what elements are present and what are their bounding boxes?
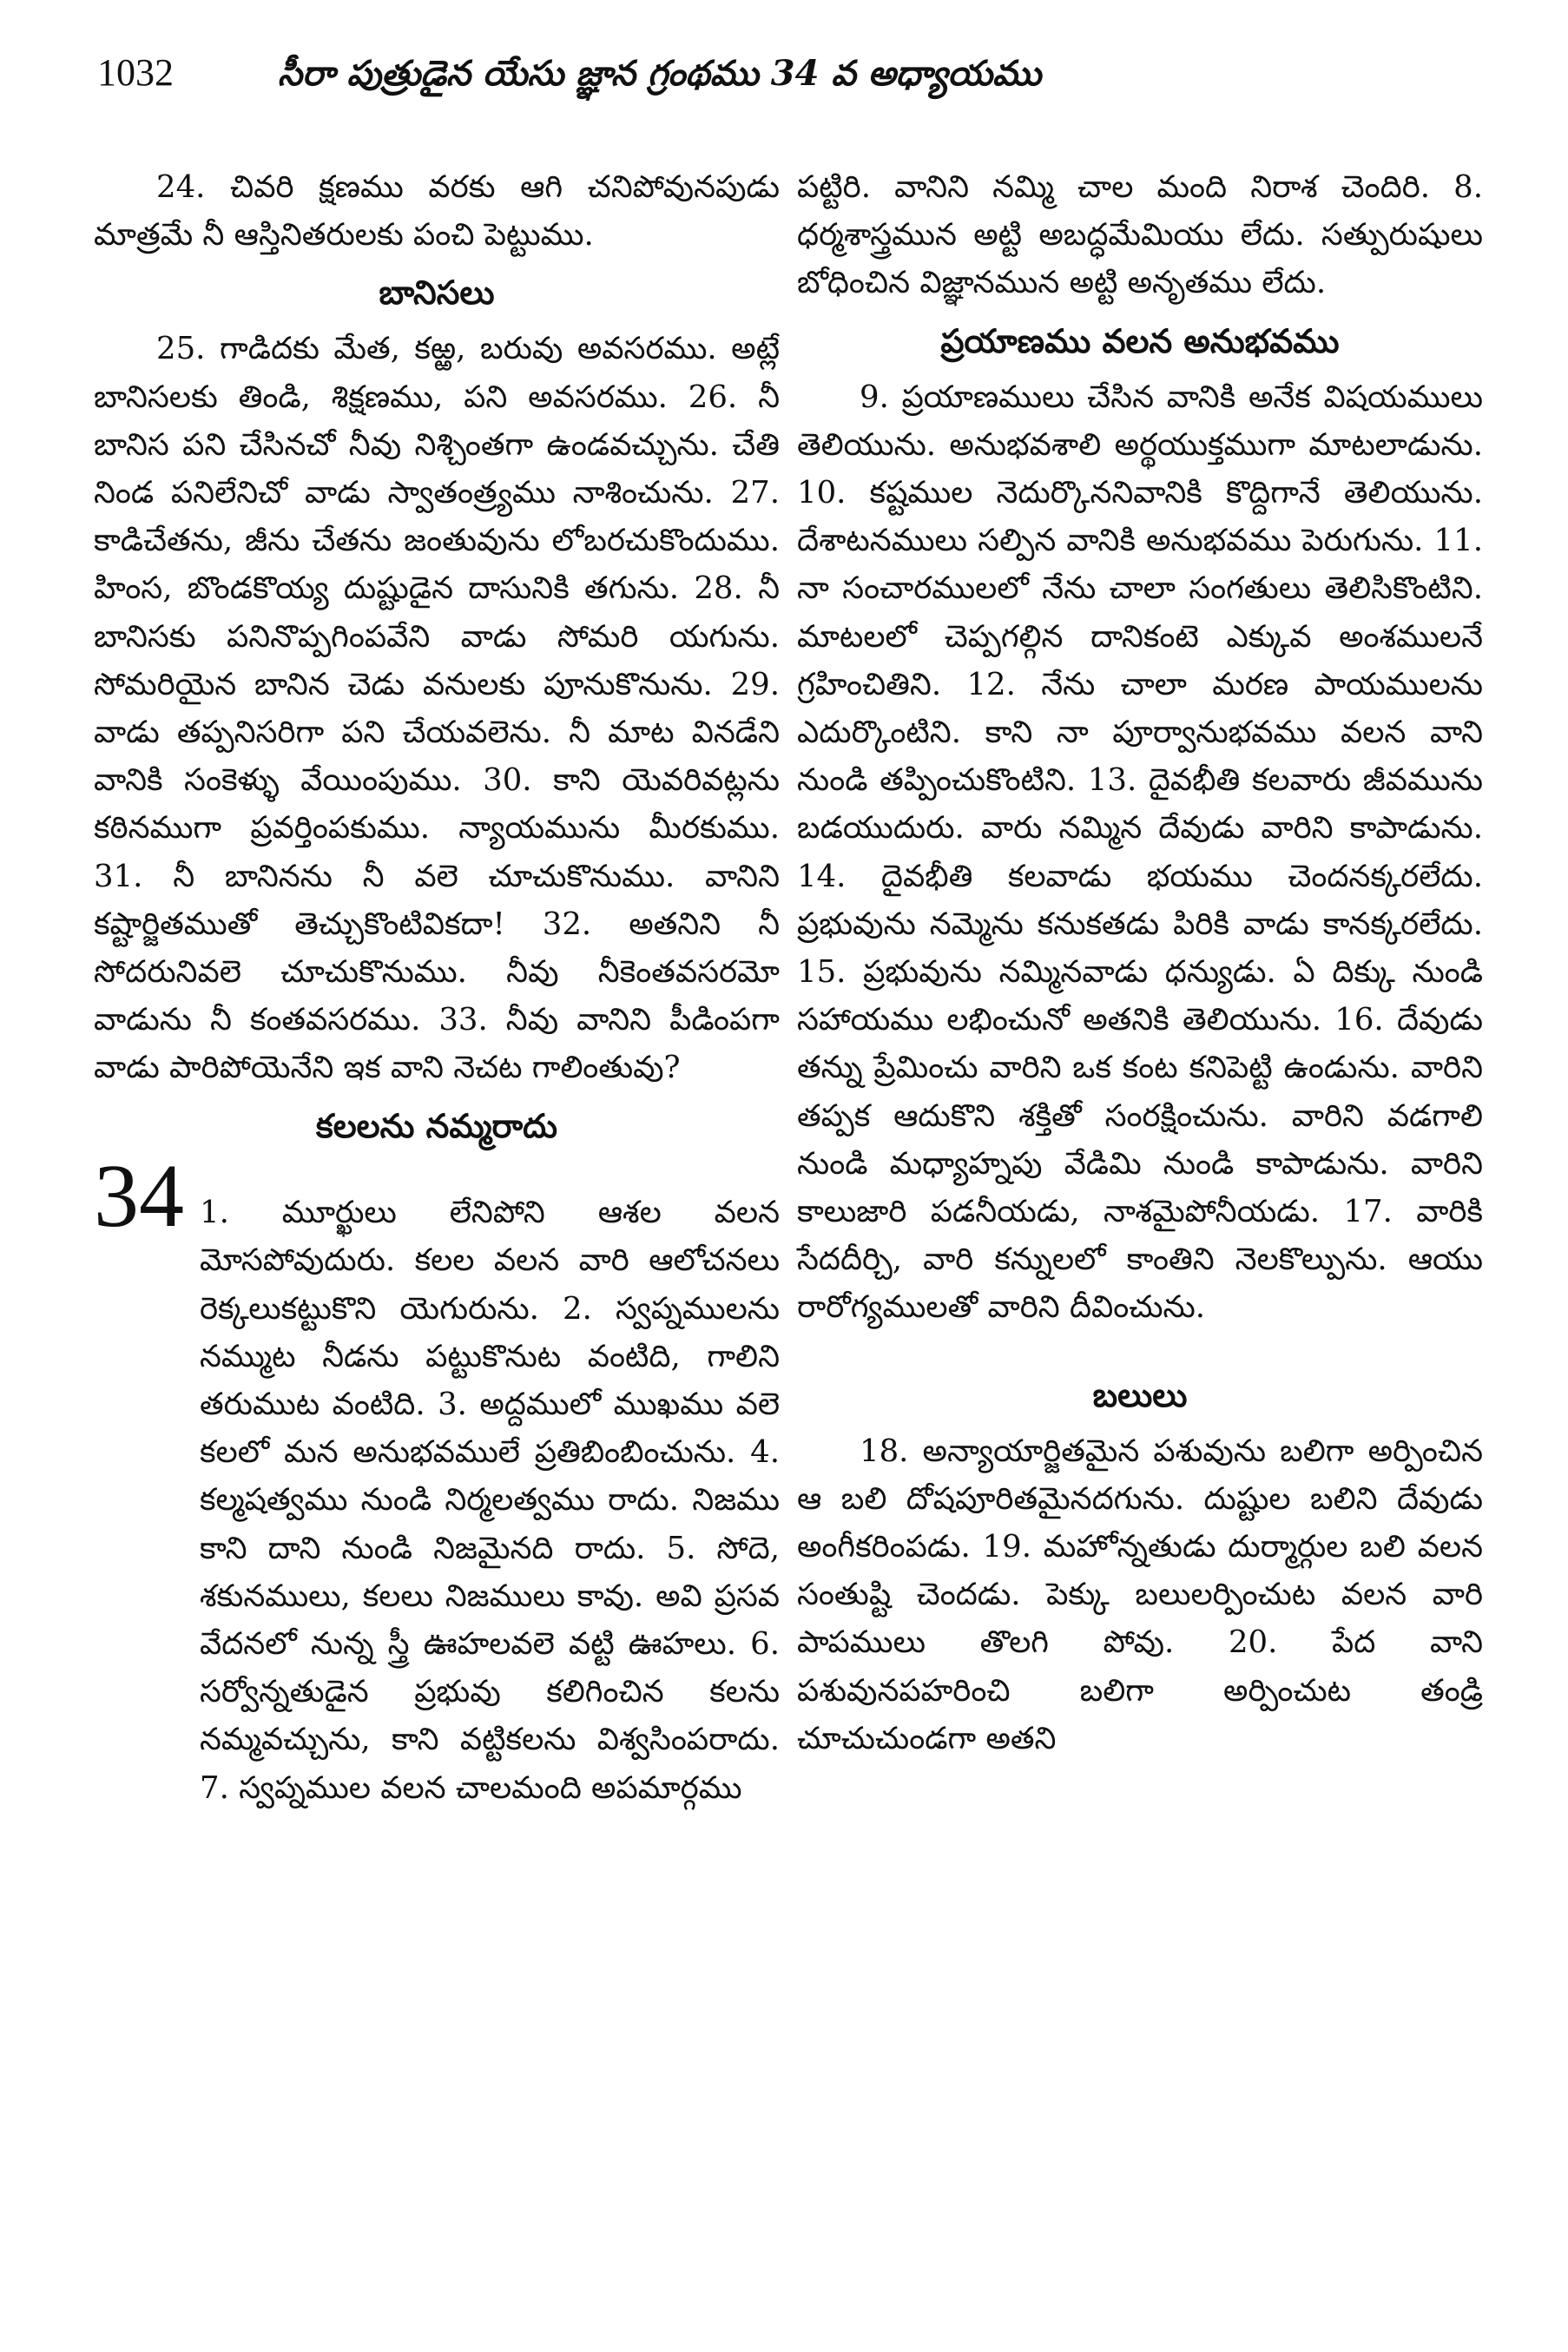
verse-paragraph: 24. చివరి క్షణము వరకు ఆగి చనిపోవునపుడు మాత్రమే నీ ఆస్తినితరులకు పంచి పెట్టుము. [94,169,780,254]
verse-paragraph: 9. ప్రయాణములు చేసిన వానికి అనేక విషయములు తెలియును. అనుభవశాలి అర్థయుక్తముగా మాటలాడును. 10. కష్టముల నెదుర్కొననివానికి కొద్దిగానే తెలియును. దేశాటనములు సల్పిన వానికి అనుభవము పెరుగును. 11. నా సంచారములలో నేను చాలా సంగతులు తెలిసికొంటిని. మాటలలో చెప్పగల్గిన దానికంటె ఎక్కువ అంశములనే గ్రహించితిని. 12. నేను చాలా మరణ పాయములను ఎదుర్కొంటిని. కాని నా పూర్వానుభవము వలన వాని నుండి తప్పించుకొంటిని. 13. దైవభీతి కలవారు జీవమును బడయుదురు. వారు నమ్మిన దేవుడు వారిని కాపాడును. 14. దైవభీతి కలవాడు భయము చెందనక్కరలేదు. ప్రభువును నమ్మెను కనుకతడు పిరికి వాడు కానక్కరలేదు. 15. ప్రభువును నమ్మినవాడు ధన్యుడు. ఏ దిక్కు నుండి సహాయము లభించునో అతనికి తెలియును. 16. దేవుడు తన్ను ప్రేమించు వారిని ఒక కంట కనిపెట్టి ఉండును. వారిని తప్పక ఆదుకొని శక్తితో సంరక్షించును. వారిని వడగాలి నుండి మధ్యాహ్నపు వేడిమి నుండి కాపాడును. వారిని కాలుజారి పడనీయడు, నాశమైపోనీయడు. 17. వారికి సేదదీర్చి, వారి కన్నులలో కాంతిని నెలకొల్పును. ఆయు రారోగ్యములతో వారిని దీవించును. [797,379,1483,1326]
section-heading: కలలను నమ్మరాదు [315,1105,558,1145]
section-heading: ప్రయాణము వలన అనుభవము [940,320,1340,360]
left-column [94,163,780,1842]
section-heading: బలులు [1092,1374,1188,1414]
section-heading: బానిసలు [379,273,495,313]
verse-paragraph: 1. మూర్ఖులు లేనిపోని ఆశల వలన మోసపోవుదురు. కలల వలన వారి ఆలోచనలు రెక్కలుకట్టుకొని యెగురును. 2. స్వప్నములను నమ్ముట నీడను పట్టుకొనుట వంటిది, గాలిని తరుముట వంటిది. 3. అద్దములో ముఖము వలె కలలో మన అనుభవములే ప్రతిబింబించును. 4. కల్మషత్వము నుండి నిర్మలత్వము రాదు. నిజము కాని దాని నుండి నిజమైనది రాదు. 5. సోదె, శకునములు, కలలు నిజములు కావు. అవి ప్రసవ వేదనలో నున్న స్త్రీ ఊహలవలె వట్టి ఊహలు. 6. సర్వోన్నతుడైన ప్రభువు కలిగించిన కలను నమ్మవచ్చును, కాని వట్టికలను విశ్వసింపరాదు. 7. స్వప్నముల వలన చాలమంది అపమార్గము [200,1195,780,1806]
right-column [797,163,1483,1762]
verse-paragraph: 18. అన్యాయార్జితమైన పశువును బలిగా అర్పించిన ఆ బలి దోషపూరితమైనదగును. దుష్టుల బలిని దేవుడు అంగీకరింపడు. 19. మహోన్నతుడు దుర్మార్గుల బలి వలన సంతుష్టి చెందడు. పెక్కు బలులర్పించుట వలన వారి పాపములు తొలగి పోవు. 20. పేద వాని పశువునపహరించి బలిగా అర్పించుట తండ్రి చూచుచుండగా అతని [797,1433,1483,1756]
page-number: 1032 [97,51,174,94]
chapter-number: 34 [94,1145,184,1246]
running-title: సీరా పుత్రుడైన యేసు జ్ఞాన గ్రంథము 34 వ అధ్యాయము [278,53,1042,94]
page-header [97,50,1478,111]
verse-paragraph: పట్టిరి. వానిని నమ్మి చాల మంది నిరాశ చెందిరి. 8. ధర్మశాస్త్రమున అట్టి అబద్ధమేమియు లేదు. సత్పురుషులు బోధించిన విజ్ఞానమున అట్టి అనృతము లేదు. [797,169,1483,301]
verse-paragraph: 25. గాడిదకు మేత, కఱ్ఱ, బరువు అవసరము. అట్లే బానిసలకు తిండి, శిక్షణము, పని అవసరము. 26. నీ బానిస పని చేసినచో నీవు నిశ్చింతగా ఉండవచ్చును. చేతి నిండ పనిలేనిచో వాడు స్వాతంత్ర్యము నాశించును. 27. కాడిచేతను, జీను చేతను జంతువును లోబరచుకొందుము. హింస, బొండకొయ్య దుష్టుడైన దాసునికి తగును. 28. నీ బానిసకు పనినొప్పగింపవేని వాడు సోమరి యగును. సోమరియైన బానిన చెడు వనులకు పూనుకొనును. 29. వాడు తప్పనిసరిగా పని చేయవలెను. నీ మాట వినడేని వానికి సంకెళ్ళు వేయింపుము. 30. కాని యెవరివట్లను కఠినముగా ప్రవర్తింపకుము. న్యాయమును మీరకుము. 31. నీ బానినను నీ వలె చూచుకొనుము. వానిని కష్టార్జితముతో తెచ్చుకొంటివికదా! 32. అతనిని నీ సోదరునివలె చూచుకొనుము. నీవు నీకెంతవసరమో వాడును నీ కంతవసరము. 33. నీవు వానిని పీడింపగా వాడు పారిపోయెనేని ఇక వాని నెచట గాలింతువు? [94,331,780,1086]
chapter-start [94,1145,780,1843]
